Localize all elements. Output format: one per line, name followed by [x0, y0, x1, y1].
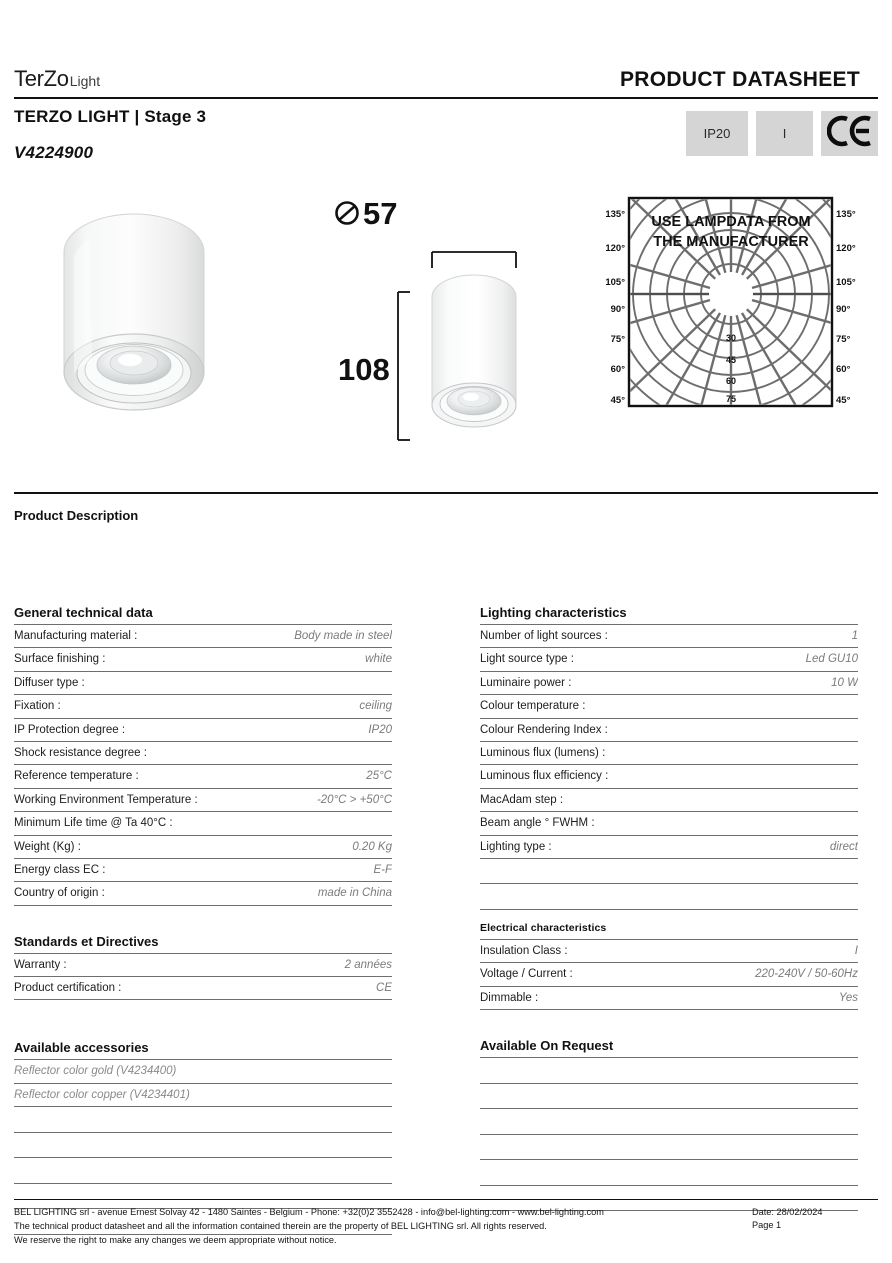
- svg-text:120°: 120°: [836, 243, 856, 254]
- polar-angle-labels-right: [836, 209, 856, 406]
- row-label: Energy class EC :: [14, 863, 106, 876]
- table-row: [14, 882, 392, 905]
- table-row: [14, 672, 392, 695]
- svg-text:75: 75: [725, 394, 737, 404]
- row-label: Beam angle ° FWHM :: [480, 817, 595, 830]
- table-row: [480, 963, 858, 986]
- row-label: Reference temperature :: [14, 770, 139, 783]
- row-value: E-F: [373, 863, 392, 876]
- empty-row: [480, 859, 858, 885]
- row-label: Fixation :: [14, 700, 61, 713]
- table-row: [480, 695, 858, 718]
- lighting-characteristics-title: Lighting characteristics: [480, 605, 858, 625]
- row-value: 2 années: [344, 958, 392, 971]
- table-row: [480, 765, 858, 788]
- ce-mark-badge: [821, 111, 878, 156]
- table-row: [14, 742, 392, 765]
- empty-row: [480, 1058, 858, 1084]
- row-label: Luminous flux (lumens) :: [480, 746, 606, 759]
- datasheet-title: PRODUCT DATASHEET: [620, 68, 860, 91]
- empty-row: [480, 884, 858, 910]
- row-label: Diffuser type :: [14, 676, 85, 689]
- spacer: [14, 906, 392, 934]
- general-technical-data-title: General technical data: [14, 605, 392, 625]
- footer-divider: [14, 1199, 878, 1200]
- table-row: [14, 954, 392, 977]
- footer-line-1: BEL LIGHTING srl - avenue Ernest Solvay 42 - 1480 Saintes - Belgium - Phone: +32(0)2 3552428 - info@bel-lighting.com - www.bel-lighting.com: [14, 1207, 604, 1217]
- row-label: Number of light sources :: [480, 630, 608, 642]
- brand-logo-main: TerZo: [14, 66, 69, 91]
- row-value: IP20: [368, 723, 392, 736]
- figures-section: [0, 182, 892, 482]
- svg-text:75°: 75°: [610, 334, 625, 345]
- row-value: CE: [376, 982, 392, 995]
- row-value: -20°C > +50°C: [316, 793, 392, 806]
- footer-legal-text: [14, 1206, 734, 1248]
- svg-text:105°: 105°: [836, 277, 856, 288]
- svg-text:135°: 135°: [605, 209, 625, 220]
- footer-line-3: We reserve the right to make any changes we deem appropriate without notice.: [14, 1234, 337, 1245]
- svg-text:75°: 75°: [836, 334, 851, 345]
- svg-text:105°: 105°: [605, 277, 625, 288]
- svg-text:135°: 135°: [836, 209, 856, 220]
- footer-meta: [752, 1206, 892, 1233]
- table-row: [480, 987, 858, 1010]
- row-label: Voltage / Current :: [480, 968, 573, 981]
- empty-row: [480, 1135, 858, 1161]
- row-label: Colour Rendering Index :: [480, 723, 608, 736]
- row-value: Yes: [838, 991, 858, 1004]
- row-label: Country of origin :: [14, 887, 105, 900]
- row-value: I: [854, 944, 858, 957]
- row-label: IP Protection degree :: [14, 723, 126, 736]
- right-specs-column: [480, 605, 858, 1211]
- polar-angle-labels-left: [605, 209, 625, 406]
- product-photo: [30, 192, 260, 457]
- empty-row: [14, 1107, 392, 1133]
- accessory-label: Reflector color gold (V4234400): [14, 1065, 177, 1078]
- empty-row: [480, 1084, 858, 1110]
- row-label: Dimmable :: [480, 991, 539, 1004]
- empty-row: [14, 1158, 392, 1184]
- table-row: [480, 719, 858, 742]
- empty-row: [480, 1109, 858, 1135]
- ip-rating-badge: [686, 111, 748, 156]
- diameter-label-group: [337, 196, 398, 231]
- polar-note-line1: USE LAMPDATA FROM: [651, 214, 811, 230]
- brand-logo-sub: Light: [69, 73, 101, 89]
- brand-logo: [14, 66, 100, 92]
- product-name: TERZO LIGHT | Stage 3: [14, 107, 207, 126]
- footer-date: Date: 28/02/2024: [752, 1207, 823, 1217]
- table-row: [480, 812, 858, 835]
- svg-text:90°: 90°: [610, 304, 625, 315]
- row-value: direct: [829, 840, 858, 853]
- svg-text:60°: 60°: [836, 364, 851, 375]
- table-row: [480, 836, 858, 859]
- row-value: 25°C: [366, 770, 392, 783]
- table-row: [14, 836, 392, 859]
- table-row: [480, 672, 858, 695]
- diameter-value: 57: [363, 196, 398, 231]
- table-row: [480, 742, 858, 765]
- row-label: Lighting type :: [480, 840, 552, 853]
- footer-page: Page 1: [752, 1220, 782, 1231]
- standards-directives-title: Standards et Directives: [14, 934, 392, 954]
- product-code: V4224900: [14, 143, 94, 162]
- available-accessories-title: Available accessories: [14, 1040, 392, 1060]
- table-row: [14, 695, 392, 718]
- svg-text:45°: 45°: [836, 395, 851, 406]
- page-header: [0, 0, 892, 182]
- table-row: [14, 719, 392, 742]
- footer-line-2: The technical product datasheet and all the information contained therein are the property of BEL LIGHTING srl. All rights reserved.: [14, 1220, 547, 1231]
- accessory-label: Reflector color copper (V4234401): [14, 1088, 190, 1101]
- left-specs-column: [14, 605, 392, 1235]
- empty-row: [480, 1160, 858, 1186]
- row-value: Led GU10: [805, 653, 858, 666]
- table-row: [14, 789, 392, 812]
- row-value: 1: [851, 630, 858, 642]
- row-value: ceiling: [359, 700, 392, 713]
- dimension-drawing: [320, 192, 570, 457]
- row-value: 0.20 Kg: [352, 840, 392, 853]
- svg-text:60: 60: [725, 376, 737, 386]
- row-label: Insulation Class :: [480, 944, 568, 957]
- table-row: [14, 625, 392, 648]
- height-value: 108: [338, 352, 390, 387]
- row-label: Luminaire power :: [480, 676, 572, 689]
- table-row: [14, 859, 392, 882]
- available-on-request-title: Available On Request: [480, 1038, 858, 1058]
- description-divider: [14, 492, 878, 494]
- row-label: Warranty :: [14, 958, 67, 971]
- svg-text:120°: 120°: [605, 243, 625, 254]
- electrical-characteristics-title: Electrical characteristics: [480, 922, 858, 940]
- ip-rating-badge-label: IP20: [703, 126, 731, 141]
- row-value: 10 W: [831, 676, 858, 689]
- row-label: Colour temperature :: [480, 700, 586, 713]
- list-item: [14, 1084, 392, 1107]
- row-label: Light source type :: [480, 653, 574, 666]
- row-value: 220-240V / 50-60Hz: [755, 968, 858, 981]
- table-row: [480, 625, 858, 648]
- table-row: [14, 812, 392, 835]
- row-label: Weight (Kg) :: [14, 840, 81, 853]
- header-divider: [14, 97, 878, 99]
- table-row: [14, 765, 392, 788]
- table-row: [480, 789, 858, 812]
- spacer: [480, 1010, 858, 1038]
- row-label: Working Environment Temperature :: [14, 793, 198, 806]
- svg-text:90°: 90°: [836, 304, 851, 315]
- svg-text:30: 30: [725, 333, 737, 343]
- empty-row: [14, 1133, 392, 1159]
- insulation-class-badge-label: I: [782, 126, 787, 141]
- row-label: Luminous flux efficiency :: [480, 770, 609, 783]
- table-row: [480, 940, 858, 963]
- svg-text:45: 45: [725, 355, 737, 365]
- table-row: [480, 648, 858, 671]
- spacer: [14, 1000, 392, 1040]
- insulation-class-badge: [756, 111, 813, 156]
- row-label: Manufacturing material :: [14, 630, 138, 642]
- row-label: Minimum Life time @ Ta 40°C :: [14, 817, 173, 830]
- row-label: Shock resistance degree :: [14, 746, 147, 759]
- row-value: made in China: [317, 887, 392, 900]
- photometric-polar-diagram: [588, 190, 873, 415]
- list-item: [14, 1060, 392, 1083]
- svg-text:60°: 60°: [610, 364, 625, 375]
- table-row: [14, 977, 392, 1000]
- row-value: Body made in steel: [294, 630, 392, 642]
- row-label: MacAdam step :: [480, 793, 564, 806]
- row-label: Product certification :: [14, 982, 122, 995]
- row-value: white: [365, 653, 392, 666]
- polar-note-line2: THE MANUFACTURER: [653, 234, 809, 250]
- badge-group: [686, 111, 878, 156]
- row-label: Surface finishing :: [14, 653, 106, 666]
- table-row: [14, 648, 392, 671]
- spacer: [480, 910, 858, 922]
- ce-mark-icon: [827, 115, 873, 153]
- product-description-title: Product Description: [14, 508, 139, 523]
- svg-text:45°: 45°: [610, 395, 625, 406]
